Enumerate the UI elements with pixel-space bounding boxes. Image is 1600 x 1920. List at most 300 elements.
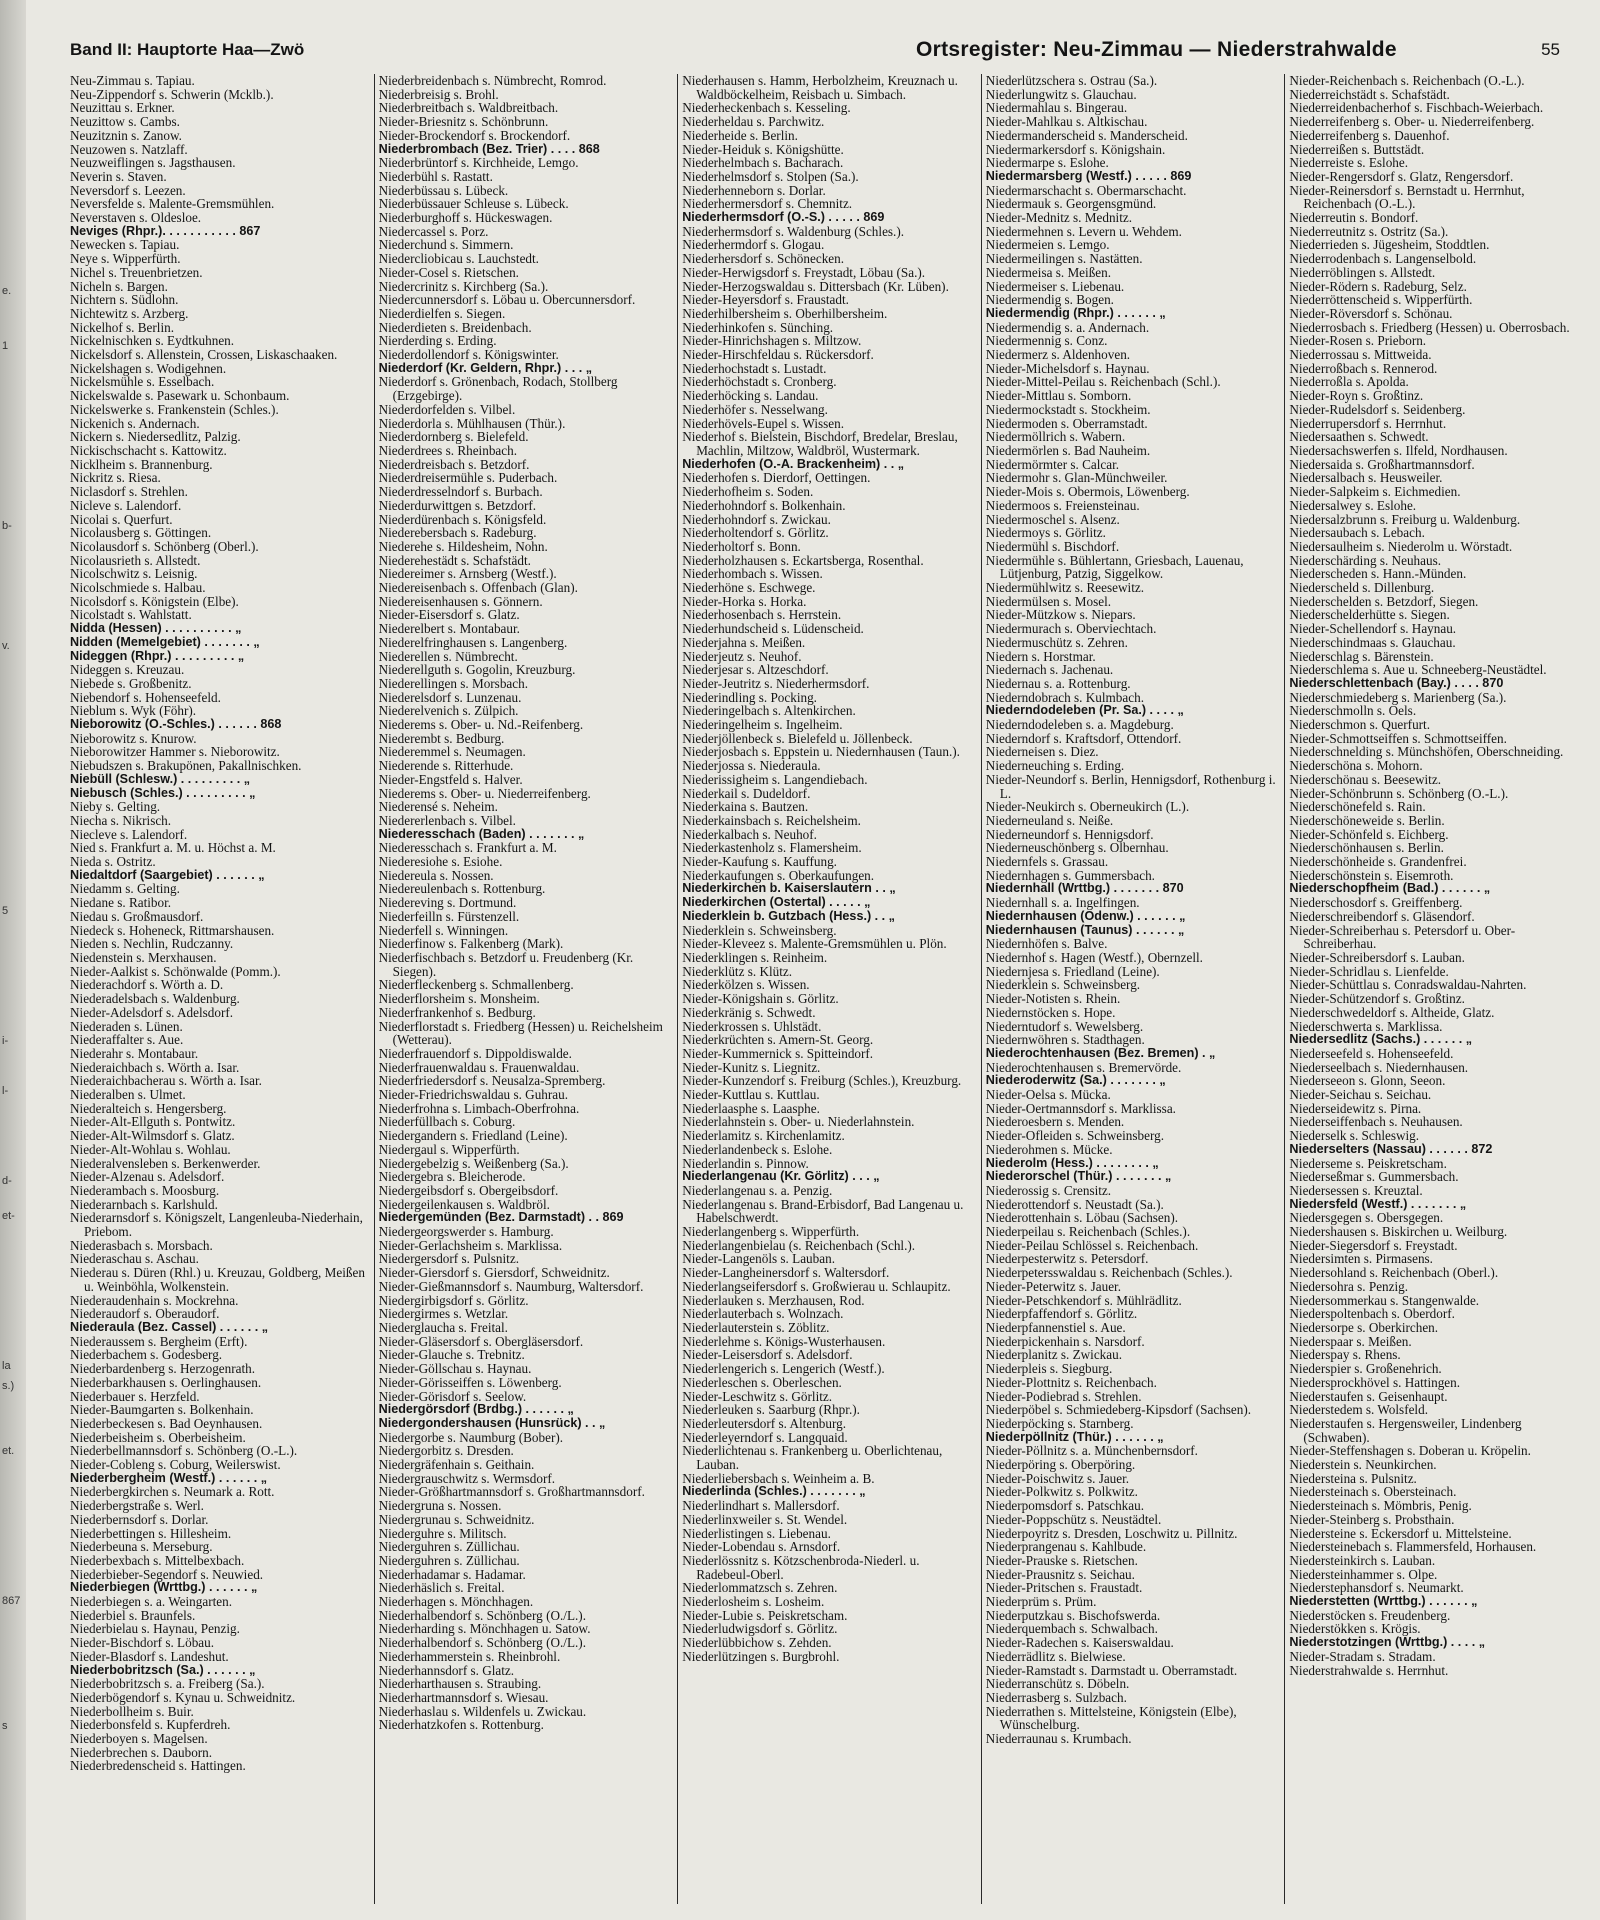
register-entry: Niederbobritzsch s. a. Freiberg (Sa.).	[70, 1676, 265, 1692]
register-entry: Niedersalwey s. Eslohe.	[1289, 497, 1417, 513]
register-entry: Nicheln s. Bargen.	[70, 278, 168, 294]
register-entry: Niederende s. Ritterhude.	[378, 758, 514, 774]
register-entry: Niedergeilenkausen s. Waldbröl.	[378, 1196, 550, 1212]
register-entry: Niederroßbach s. Rennerod.	[1289, 360, 1438, 376]
register-entry: Niederrädlitz s. Bielwiese.	[985, 1648, 1126, 1664]
register-entry: Neverin s. Staven.	[70, 168, 167, 184]
register-entry: Niedereving s. Dortmund.	[378, 895, 517, 911]
register-entry: Niederbühl s. Rastatt.	[378, 168, 493, 184]
register-heading-entry: Niederlinda (Schles.) . . . . . . . „	[682, 1484, 866, 1499]
register-entry: Niederharding s. Mönchhagen u. Satow.	[378, 1621, 591, 1637]
register-entry: Niedermohr s. Glan-Münchweiler.	[985, 470, 1168, 486]
register-entry: Niedersalbach s. Heusweiler.	[1289, 470, 1443, 486]
register-entry: Nieder-Stradam s. Stradam.	[1289, 1648, 1436, 1664]
register-entry: Niederndorf s. Kraftsdorf, Ottendorf.	[985, 730, 1182, 746]
register-entry: Nieblum s. Wyk (Föhr).	[70, 703, 197, 719]
register-entry: Niederstephansdorf s. Neumarkt.	[1289, 1580, 1464, 1596]
register-entry: Niederkölzen s. Wissen.	[682, 977, 810, 993]
register-entry: Niederbeckesen s. Bad Oeynhausen.	[70, 1415, 263, 1431]
register-entry: Nickelswalde s. Pasewark u. Schonbaum.	[70, 388, 290, 404]
margin-fragment: et-	[2, 1210, 15, 1222]
register-heading-entry: Niederbrombach (Bez. Trier) . . . . 868	[378, 141, 600, 156]
register-column-4	[981, 74, 1285, 1904]
register-entry: Niedermanderscheid s. Manderscheid.	[985, 127, 1188, 143]
register-entry: Niedereulenbach s. Rottenburg.	[378, 881, 546, 897]
register-entry: Niederhadamar s. Hadamar.	[378, 1566, 526, 1582]
register-entry: Nieder-Kleveez s. Malente-Gremsmühlen u. Plön.	[682, 936, 947, 952]
register-entry: Niecleve s. Lalendorf.	[70, 826, 188, 842]
register-entry: Niederhermersdorf s. Chemnitz.	[682, 196, 853, 212]
register-entry: Niederhosenbach s. Herrstein.	[682, 607, 842, 623]
register-entry: Niederlengerich s. Lengerich (Westf.).	[682, 1361, 885, 1377]
register-entry: Nieder-Gerlachsheim s. Marklissa.	[378, 1237, 563, 1253]
register-entry: Niederbernsdorf s. Dorlar.	[70, 1511, 209, 1527]
register-entry: Niederspier s. Großenehrich.	[1289, 1361, 1442, 1377]
register-entry: Niedeck s. Hoheneck, Rittmarshausen.	[70, 922, 275, 938]
register-entry: Niederneisen s. Diez.	[985, 744, 1099, 760]
register-entry: Niederpetersswaldau s. Reichenbach (Schles.).	[985, 1265, 1233, 1281]
register-entry: Nieder-Oertmannsdorf s. Marklissa.	[985, 1100, 1176, 1116]
register-heading-entry: Nidda (Hessen) . . . . . . . . . . „	[70, 621, 242, 636]
register-entry: Niederlichtenau s. Frankenberg u. Oberlichtenau, Lauban.	[682, 1443, 943, 1473]
register-entry: Niederottenhain s. Löbau (Sachsen).	[985, 1210, 1179, 1226]
register-entry: Nieborowitz s. Knurow.	[70, 730, 197, 746]
register-entry: Niederbreidenbach s. Nümbrecht, Romrod.	[378, 74, 607, 88]
register-entry: Nieder-Alt-Wilmsdorf s. Glatz.	[70, 1128, 235, 1144]
register-entry: Niederfrohna s. Limbach-Oberfrohna.	[378, 1100, 580, 1116]
register-entry: Niederreichstädt s. Schafstädt.	[1289, 86, 1450, 102]
register-entry: Nied s. Frankfurt a. M. u. Höchst a. M.	[70, 840, 276, 856]
register-entry: Niederglaucha s. Freital.	[378, 1319, 508, 1335]
register-entry: Niedersimten s. Pirmasens.	[1289, 1251, 1433, 1267]
register-entry: Niederhatzkofen s. Rottenburg.	[378, 1717, 544, 1733]
register-entry: Nieder-Heiduk s. Königshütte.	[682, 141, 844, 157]
register-entry: Niedersteina s. Pulsnitz.	[1289, 1470, 1417, 1486]
register-entry: Niederkainsbach s. Reichelsheim.	[682, 812, 861, 828]
register-entry: Niederraunau s. Krumbach.	[985, 1731, 1132, 1747]
register-entry: Newecken s. Tapiau.	[70, 237, 180, 253]
register-entry: Niederndodeleben s. a. Magdeburg.	[985, 717, 1174, 733]
register-entry: Niederleutersdorf s. Altenburg.	[682, 1415, 847, 1431]
register-entry: Niederelfringhausen s. Langenberg.	[378, 634, 568, 650]
register-entry: Niedermoos s. Freiensteinau.	[985, 497, 1140, 513]
register-entry: Nickelswerke s. Frankenstein (Schles.).	[70, 401, 279, 417]
register-entry: Nickelhof s. Berlin.	[70, 319, 175, 335]
register-entry: Nieder-Brockendorf s. Brockendorf.	[378, 127, 571, 143]
register-entry: Niederjöllenbeck s. Bielefeld u. Jöllenbeck.	[682, 730, 913, 746]
register-entry: Niederdreisermühle s. Puderbach.	[378, 470, 558, 486]
register-heading-entry: Niedergemünden (Bez. Darmstadt) . . 869	[378, 1210, 624, 1225]
register-entry: Neversdorf s. Leezen.	[70, 182, 186, 198]
register-entry: Neuzitznin s. Zanow.	[70, 127, 182, 143]
register-entry: Nieder-Görisseiffen s. Löwenberg.	[378, 1374, 562, 1390]
register-entry: Niederoesbern s. Menden.	[985, 1114, 1125, 1130]
register-entry: Niederhövels-Eupel s. Wissen.	[682, 415, 845, 431]
register-entry: Niederjossa s. Niederaula.	[682, 758, 821, 774]
register-entry: Niedenstein s. Merxhausen.	[70, 950, 217, 965]
register-entry: Neverstaven s. Oldesloe.	[70, 210, 202, 226]
register-entry: Nieder-Rengersdorf s. Glatz, Rengersdorf.	[1289, 168, 1514, 184]
register-entry: Niedermockstadt s. Stockheim.	[985, 401, 1151, 417]
register-entry: Niederspay s. Rhens.	[1289, 1347, 1401, 1363]
margin-fragment: 1	[2, 340, 9, 352]
register-entry: Niederjesar s. Altzeschdorf.	[682, 662, 829, 678]
register-entry: Nicolausdorf s. Schönberg (Oberl.).	[70, 538, 259, 554]
register-entry: Niedersteinkirch s. Lauban.	[1289, 1552, 1436, 1568]
register-entry: Nieder-Eisersdorf s. Glatz.	[378, 607, 520, 623]
register-entry: Niederhofheim s. Soden.	[682, 484, 814, 500]
register-heading-entry: Niedermarsberg (Westf.) . . . . . 869	[985, 168, 1192, 183]
register-heading-entry: Niederstotzingen (Wrttbg.) . . . . „	[1289, 1635, 1486, 1650]
register-entry: Nieder-Notisten s. Rhein.	[985, 991, 1121, 1007]
register-entry: Niedermarkersdorf s. Königshain.	[985, 141, 1166, 157]
register-entry: Nicolausrieth s. Allstedt.	[70, 552, 201, 568]
register-entry: Nicolschwitz s. Leisnig.	[70, 566, 198, 582]
register-entry: Niederlungwitz s. Glauchau.	[985, 86, 1137, 102]
register-entry: Niederbiegen s. a. Weingarten.	[70, 1594, 233, 1610]
register-entry: Niederdorf s. Grönenbach, Rodach, Stollberg (Erzgebirge).	[378, 374, 618, 404]
register-entry: Niederems s. Ober- u. Nd.-Reifenberg.	[378, 717, 584, 733]
register-entry: Niederhersdorf s. Schönecken.	[682, 251, 845, 267]
register-entry: Nieder-Friedrichswaldau s. Guhrau.	[378, 1087, 569, 1103]
register-entry: Nickischschacht s. Kattowitz.	[70, 442, 227, 458]
register-entry: Niederhöfer s. Nesselwang.	[682, 401, 828, 417]
register-entry: Niedershausen s. Biskirchen u. Weilburg.	[1289, 1224, 1508, 1240]
register-entry: Nieder-Hirschfeldau s. Rückersdorf.	[682, 347, 874, 363]
register-entry: Niederlössnitz s. Kötzschenbroda-Niederl. u. Radebeul-Oberl.	[682, 1552, 920, 1582]
margin-fragment: la	[2, 1360, 11, 1372]
register-entry: Niederpöbel s. Schmiedeberg-Kipsdorf (Sachsen).	[985, 1402, 1252, 1418]
register-entry: Niederelsdorf s. Lunzenau.	[378, 689, 522, 705]
register-entry: Niedersalzbrunn s. Freiburg u. Waldenburg.	[1289, 511, 1521, 527]
register-entry: Nieder-Herwigsdorf s. Freystadt, Löbau (Sa.).	[682, 264, 926, 280]
register-entry: Niederholtorf s. Bonn.	[682, 538, 801, 554]
register-entry: Niederhöne s. Eschwege.	[682, 580, 816, 596]
register-entry: Nieder-Baumgarten s. Bolkenhain.	[70, 1402, 254, 1418]
register-entry: Niederbexbach s. Mittelbexbach.	[70, 1552, 245, 1568]
register-heading-entry: Niederpöllnitz (Thür.) . . . . . . „	[985, 1429, 1164, 1444]
register-entry: Nieder-Salpkeim s. Eichmedien.	[1289, 484, 1461, 500]
register-entry: Niederemmel s. Neumagen.	[378, 744, 526, 760]
register-entry: Nieder-Schönbrunn s. Schönberg (O.-L.).	[1289, 785, 1509, 801]
register-entry: Niederbonsfeld s. Kupferdreh.	[70, 1717, 231, 1733]
register-entry: Niederschmiedeberg s. Marienberg (Sa.).	[1289, 689, 1507, 705]
register-entry: Niedermerz s. Aldenhoven.	[985, 347, 1131, 363]
register-entry: Nieder-Pöllnitz s. a. Münchenbernsdorf.	[985, 1443, 1198, 1459]
register-entry: Niedergersdorf s. Pulsnitz.	[378, 1251, 519, 1267]
register-entry: Niedergaul s. Wipperfürth.	[378, 1141, 520, 1157]
register-entry: Nieder-Neukirch s. Oberneukirch (L.).	[985, 799, 1190, 815]
register-entry: Niederarnbach s. Karlshuld.	[70, 1196, 218, 1212]
register-entry: Niedererlenbach s. Vilbel.	[378, 812, 516, 828]
register-entry: Niedereisenhausen s. Gönnern.	[378, 593, 543, 609]
register-entry: Niederrodenbach s. Langenselbold.	[1289, 251, 1477, 267]
register-entry: Nieder-Pritschen s. Fraustadt.	[985, 1580, 1143, 1596]
register-entry: Niederbardenberg s. Herzogenrath.	[70, 1361, 256, 1377]
register-entry: Nieden s. Nechlin, Rudczanny.	[70, 936, 234, 952]
register-entry: Niedersaathen s. Schwedt.	[1289, 429, 1429, 445]
register-entry: Niederreifenberg s. Ober- u. Niederreifenberg.	[1289, 114, 1535, 130]
register-entry: Niederschelderhütte s. Siegen.	[1289, 607, 1450, 623]
register-entry: Niederludwigsdorf s. Görlitz.	[682, 1621, 838, 1637]
register-entry: Niederbeuna s. Merseburg.	[70, 1539, 213, 1555]
register-entry: Niedergirmes s. Wetzlar.	[378, 1306, 509, 1322]
register-entry: Niederschelden s. Betzdorf, Siegen.	[1289, 593, 1479, 609]
register-entry: Niederhochstadt s. Lustadt.	[682, 360, 827, 376]
register-heading-entry: Niebüll (Schlesw.) . . . . . . . . . „	[70, 771, 251, 786]
register-entry: Niedermühle s. Bühlertann, Griesbach, Lauenau, Lütjenburg, Patzig, Siggelkow.	[985, 552, 1244, 582]
register-heading-entry: Niederaula (Bez. Cassel) . . . . . . „	[70, 1319, 269, 1334]
register-entry: Niederissigheim s. Langendiebach.	[682, 771, 868, 787]
register-entry: Niederbielau s. Haynau, Penzig.	[70, 1621, 240, 1637]
register-entry: Nickelshagen s. Wodigehnen.	[70, 360, 227, 376]
register-entry: Niederfriedersdorf s. Neusalza-Spremberg.	[378, 1073, 606, 1089]
register-entry: Niederbachem s. Godesberg.	[70, 1347, 223, 1363]
register-entry: Nieder-Rosen s. Prieborn.	[1289, 333, 1427, 349]
register-entry: Niedersachswerfen s. Ilfeld, Nordhausen.	[1289, 442, 1508, 458]
register-heading-entry: Niederorschel (Thür.) . . . . . . . „	[985, 1169, 1172, 1184]
register-entry: Niederschönheide s. Grandenfrei.	[1289, 854, 1467, 870]
register-entry: Nieder-Langenöls s. Lauban.	[682, 1251, 835, 1267]
register-entry: Niederspaar s. Meißen.	[1289, 1333, 1412, 1349]
register-entry: Niederlangseifersdorf s. Großwierau u. Schlaupitz.	[682, 1278, 951, 1294]
register-entry: Niederheckenbach s. Kesseling.	[682, 100, 851, 116]
register-entry: Nideggen s. Kreuzau.	[70, 662, 185, 678]
register-entry: Nieder-Michelsdorf s. Haynau.	[985, 360, 1150, 376]
register-entry: Niederhilbersheim s. Oberhilbersheim.	[682, 305, 888, 321]
register-entry: Niedernhof s. Hagen (Westf.), Obernzell.	[985, 950, 1203, 965]
register-entry: Niedersteinebach s. Flammersfeld, Horhausen.	[1289, 1539, 1537, 1555]
register-entry: Nieder-Peilau Schlössel s. Reichenbach.	[985, 1237, 1199, 1253]
register-heading-entry: Niederochtenhausen (Bez. Bremen) . „	[985, 1045, 1216, 1060]
register-entry: Nieder-Blasdorf s. Landeshut.	[70, 1648, 229, 1664]
register-entry: Niederadelsbach s. Waldenburg.	[70, 991, 240, 1007]
register-entry: Niederehe s. Hildesheim, Nohn.	[378, 538, 548, 554]
register-entry: Niederschärding s. Neuhaus.	[1289, 552, 1442, 568]
register-entry: Niedereula s. Nossen.	[378, 867, 494, 883]
register-entry: Niederpfaffendorf s. Görlitz.	[985, 1306, 1138, 1322]
register-entry: Nieder-Giersdorf s. Giersdorf, Schweidnitz.	[378, 1265, 610, 1281]
register-entry: Niederdürenbach s. Königsfeld.	[378, 511, 547, 527]
register-entry: Niederneuland s. Neiße.	[985, 812, 1114, 828]
register-entry: Niebudszen s. Brakupönen, Pakallnischken.	[70, 758, 302, 774]
register-entry: Niederntudorf s. Wewelsberg.	[985, 1018, 1144, 1034]
register-entry: Nichel s. Treuenbrietzen.	[70, 264, 203, 280]
register-entry: Niederleuken s. Saarburg (Rhpr.).	[682, 1402, 860, 1418]
register-entry: Nieder-Rödern s. Radeburg, Selz.	[1289, 278, 1467, 294]
register-column-5	[1284, 74, 1588, 1904]
volume-title: Band II: Hauptorte Haa—Zwö	[70, 40, 305, 59]
register-entry: Niedernstöcken s. Hope.	[985, 1004, 1116, 1020]
register-entry: Nieder-Hinrichshagen s. Miltzow.	[682, 333, 862, 349]
register-heading-entry: Niederklein b. Gutzbach (Hess.) . . „	[682, 908, 895, 923]
register-entry: Nieder-Lubie s. Peiskretscham.	[682, 1607, 848, 1623]
register-entry: Niederbüssauer Schleuse s. Lübeck.	[378, 196, 569, 212]
register-entry: Nieder-Röversdorf s. Schönau.	[1289, 305, 1453, 321]
register-entry: Niederselk s. Schleswig.	[1289, 1128, 1420, 1144]
register-heading-entry: Niedaltdorf (Saargebiet) . . . . . . „	[70, 867, 265, 882]
register-entry: Niederpoyritz s. Dresden, Loschwitz u. Pillnitz.	[985, 1525, 1238, 1541]
register-entry: Niederaichbacherau s. Wörth a. Isar.	[70, 1073, 262, 1089]
register-entry: Niederpesterwitz s. Petersdorf.	[985, 1251, 1149, 1267]
register-heading-entry: Niederkirchen (Ostertal) . . . . . „	[682, 895, 871, 910]
register-entry: Neuzittau s. Erkner.	[70, 100, 175, 116]
register-entry: Niederboyen s. Magelsen.	[70, 1731, 208, 1747]
register-entry: Nickelsdorf s. Allenstein, Crossen, Liskaschaaken.	[70, 347, 338, 363]
register-entry: Niederlützingen s. Burgbrohl.	[682, 1648, 840, 1664]
register-entry: Niederaudorf s. Oberaudorf.	[70, 1306, 220, 1322]
register-entry: Nieder-Seichau s. Seichau.	[1289, 1087, 1432, 1103]
register-entry: Niederkränig s. Schwedt.	[682, 1004, 816, 1020]
register-entry: Nieder-Reichenbach s. Reichenbach (O.-L.).	[1289, 74, 1525, 88]
register-entry: Niederheide s. Berlin.	[682, 127, 798, 143]
register-entry: Niederflorstadt s. Friedberg (Hessen) u. Reichelsheim (Wetterau).	[378, 1018, 663, 1048]
register-entry: Niederhombach s. Wissen.	[682, 566, 823, 582]
register-entry: Niederseme s. Peiskretscham.	[1289, 1155, 1447, 1171]
register-entry: Nieder-Königshain s. Görlitz.	[682, 991, 839, 1007]
register-entry: Nieder-Oelsa s. Mücka.	[985, 1087, 1111, 1103]
register-entry: Niedergorbitz s. Dresden.	[378, 1443, 514, 1459]
register-entry: Niederndobrach s. Kulmbach.	[985, 689, 1144, 705]
register-entry: Neu-Zippendorf s. Schwerin (Mcklb.).	[70, 86, 274, 102]
register-entry: Niedernjesa s. Friedland (Leine).	[985, 963, 1160, 979]
register-entry: Nieby s. Gelting.	[70, 799, 161, 815]
register-entry: Niederschindmaas s. Glauchau.	[1289, 634, 1456, 650]
register-entry: Niederdieten s. Breidenbach.	[378, 319, 532, 335]
register-entry: Niederholzhausen s. Eckartsberga, Rosenthal.	[682, 552, 924, 568]
register-entry: Niedermuschütz s. Zehren.	[985, 634, 1128, 650]
register-entry: Nieder-Gießmannsdorf s. Naumburg, Waltersdorf.	[378, 1278, 644, 1294]
register-entry: Nieder-Mednitz s. Mednitz.	[985, 210, 1133, 226]
margin-fragment: i-	[2, 1035, 9, 1047]
register-entry: Niederstökken s. Krögis.	[1289, 1621, 1421, 1637]
register-heading-entry: Niederdorf (Kr. Geldern, Rhpr.) . . . „	[378, 360, 593, 375]
register-entry: Nieder-Mittel-Peilau s. Reichenbach (Schl.).	[985, 374, 1221, 390]
register-entry: Nieda s. Ostritz.	[70, 854, 156, 870]
register-entry: Niederscheden s. Hann.-Münden.	[1289, 566, 1467, 582]
register-entry: Nieder-Ramstadt s. Darmstadt u. Oberramstadt.	[985, 1662, 1238, 1678]
register-entry: Niederelbert s. Montabaur.	[378, 621, 520, 637]
register-heading-entry: Niedergondershausen (Hunsrück) . . „	[378, 1415, 606, 1430]
register-entry: Niedern s. Horstmar.	[985, 648, 1096, 664]
register-entry: Nieder-Leisersdorf s. Adelsdorf.	[682, 1347, 853, 1363]
register-entry: Niederhagen s. Mönchhagen.	[378, 1594, 534, 1610]
register-entry: Nieder-Radechen s. Kaiserswaldau.	[985, 1635, 1174, 1651]
register-entry: Niedersommerkau s. Stangenwalde.	[1289, 1292, 1480, 1308]
register-entry: Niedereisenbach s. Offenbach (Glan).	[378, 580, 578, 596]
register-entry: Niederhenneborn s. Dorlar.	[682, 182, 826, 198]
register-entry: Niederbettingen s. Hillesheim.	[70, 1525, 232, 1541]
register-entry: Niederreutin s. Bondorf.	[1289, 210, 1419, 226]
register-entry: Nieder-Steinberg s. Probsthain.	[1289, 1511, 1455, 1527]
register-entry: Nieder-Schüttlau s. Conradswaldau-Nahrten.	[1289, 977, 1527, 993]
register-entry: Nieder-Lobendau s. Arnsdorf.	[682, 1539, 841, 1555]
register-entry: Nieder-Kunitz s. Liegnitz.	[682, 1059, 821, 1075]
register-entry: Niederfleckenberg s. Schmallenberg.	[378, 977, 574, 993]
register-heading-entry: Niedernhausen (Taunus) . . . . . . „	[985, 922, 1185, 937]
register-heading-entry: Niedermendig (Rhpr.) . . . . . . „	[985, 305, 1166, 320]
register-entry: Niedergruna s. Nossen.	[378, 1498, 502, 1514]
register-entry: Niederputzkau s. Bischofswerda.	[985, 1607, 1161, 1623]
register-entry: Niedergebra s. Bleicherode.	[378, 1169, 526, 1185]
register-entry: Nieder-Cosel s. Rietschen.	[378, 264, 519, 280]
register-entry: Niederroßla s. Apolda.	[1289, 374, 1409, 390]
register-entry: Niedernfels s. Grassau.	[985, 854, 1109, 870]
register-entry: Niederbiel s. Braunfels.	[70, 1607, 196, 1623]
register-entry: Nieder-Siegersdorf s. Freystadt.	[1289, 1237, 1458, 1253]
register-entry: Niederpeilau s. Reichenbach (Schles.).	[985, 1224, 1191, 1240]
register-entry: Niederklütz s. Klütz.	[682, 963, 793, 979]
register-entry: Niederalvensleben s. Berkenwerder.	[70, 1155, 261, 1171]
register-entry: Niedereimer s. Arnsberg (Westf.).	[378, 566, 557, 582]
register-entry: Niederreifenberg s. Dauenhof.	[1289, 127, 1450, 143]
register-entry: Niederseßmar s. Gummersbach.	[1289, 1169, 1459, 1185]
register-entry: Niederelvenich s. Zülpich.	[378, 703, 519, 719]
register-entry: Niederhof s. Bielstein, Bischdorf, Bredelar, Breslau, Machlin, Miltzow, Waldbröl, Wustermark.	[682, 429, 958, 458]
register-entry: Niedersorpe s. Oberkirchen.	[1289, 1319, 1439, 1335]
register-entry: Nieder-Prausnitz s. Seichau.	[985, 1566, 1135, 1582]
margin-fragment: 867	[2, 1595, 21, 1607]
register-entry: Niederstaufen s. Hergensweiler, Lindenberg (Schwaben).	[1289, 1415, 1522, 1445]
register-entry: Niederhausen s. Hamm, Herbolzheim, Kreuznach u. Waldböckelheim, Reisbach u. Simbach.	[682, 74, 958, 102]
register-entry: Niedercunnersdorf s. Löbau u. Obercunnersdorf.	[378, 292, 636, 308]
register-entry: Niederholtendorf s. Görlitz.	[682, 525, 829, 541]
register-entry: Niederpfannenstiel s. Aue.	[985, 1319, 1126, 1335]
register-entry: Niederindling s. Pocking.	[682, 689, 817, 705]
register-entry: Niederschlag s. Bärenstein.	[1289, 648, 1434, 664]
register-entry: Niederreißen s. Buttstädt.	[1289, 141, 1425, 157]
register-entry: Nichtern s. Südlohn.	[70, 292, 179, 308]
register-entry: Niedersprockhövel s. Hattingen.	[1289, 1374, 1461, 1390]
register-entry: Nieder-Kunzendorf s. Freiburg (Schles.), Kreuzburg.	[682, 1073, 962, 1089]
register-entry: Niederhalbendorf s. Schönberg (O./L.).	[378, 1635, 586, 1651]
margin-fragment: 5	[2, 905, 9, 917]
register-entry: Niederebersbach s. Radeburg.	[378, 525, 537, 541]
register-entry: Niederingelheim s. Ingelheim.	[682, 717, 843, 733]
margin-fragment: s	[2, 1720, 8, 1732]
register-entry: Niederreutnitz s. Ostritz (Sa.).	[1289, 223, 1449, 239]
register-entry: Niedernhall s. a. Ingelfingen.	[985, 895, 1140, 911]
register-entry: Nieder-Polkwitz s. Polkwitz.	[985, 1484, 1138, 1500]
register-entry: Niederkaufungen s. Oberkaufungen.	[682, 867, 875, 883]
register-entry: Niederdielfen s. Siegen.	[378, 305, 506, 321]
register-entry: Neuzweiflingen s. Jagsthausen.	[70, 155, 236, 171]
register-entry: Nieder-Kummernick s. Spitteindorf.	[682, 1045, 874, 1061]
register-entry: Niedermehnen s. Levern u. Wehdem.	[985, 223, 1182, 239]
register-entry: Niederschöna s. Mohorn.	[1289, 758, 1423, 774]
register-entry: Niederseefeld s. Hohenseefeld.	[1289, 1045, 1454, 1061]
register-entry: Niederbarkhausen s. Oerlinghausen.	[70, 1374, 262, 1390]
register-entry: Niederrathen s. Mittelsteine, Königstein (Elbe), Wünschelburg.	[985, 1703, 1237, 1733]
register-entry: Niederalben s. Ulmet.	[70, 1087, 186, 1103]
register-entry: Niederlinxweiler s. St. Wendel.	[682, 1511, 848, 1527]
register-entry: Niederjeutz s. Neuhof.	[682, 648, 802, 664]
register-entry: Niedergrunau s. Schweidnitz.	[378, 1511, 535, 1527]
register-heading-entry: Niederhofen (O.-A. Brackenheim) . . „	[682, 456, 905, 471]
register-entry: Niederfinow s. Falkenberg (Mark).	[378, 936, 564, 952]
register-entry: Niedermendig s. a. Andernach.	[985, 319, 1150, 335]
register-entry: Niederschönefeld s. Rain.	[1289, 799, 1426, 815]
register-columns	[70, 74, 1588, 1904]
register-entry: Niederlauterbach s. Wolnzach.	[682, 1306, 844, 1322]
register-entry: Niederguhren s. Züllichau.	[378, 1539, 520, 1555]
margin-fragment: l-	[2, 1085, 9, 1097]
register-entry: Niederkaina s. Bautzen.	[682, 799, 809, 815]
register-entry: Niedersessen s. Kreuztal.	[1289, 1182, 1423, 1198]
register-entry: Nicolsdorf s. Königstein (Elbe).	[70, 593, 239, 609]
register-entry: Niederhöcking s. Landau.	[682, 388, 819, 404]
register-entry: Niederbollheim s. Buir.	[70, 1703, 194, 1719]
